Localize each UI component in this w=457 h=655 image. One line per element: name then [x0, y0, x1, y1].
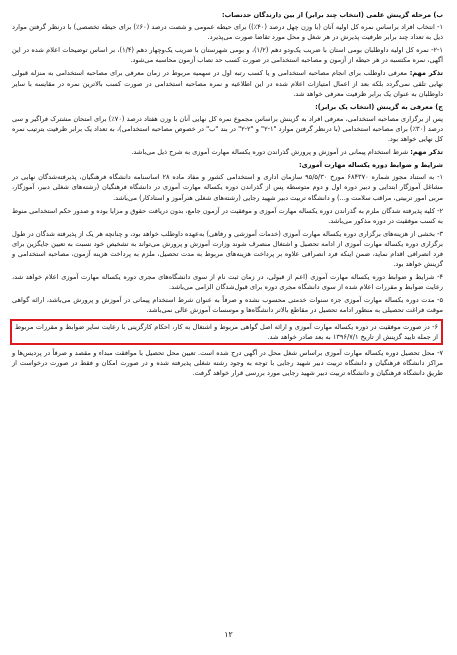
paragraph-b-2-1: ۲-۱- نمره کل اولیه داوطلبان بومی استان با ضریب یک‌ودو دهم (۱/۲)، و بومی شهرستان با ضریب یک‌وچهار دهم (۱/۴)، بر اساس توضیحات اعلام شده در این آگهی، نمره مکتسبه در هر حیطه از آزمون و مصاحبه استخدامی در صورت کسب حد نصاب آزمون محاسبه می‌شود.	[12, 46, 443, 65]
note-text: معرفی داوطلب برای انجام مصاحبه استخدامی و یا کسب رتبه اول در سهمیه مربوط در زمان معرفی برای مصاحبه استخدامی به منزله قبولی نهایی تلقی نمی‌گردد بلکه بعد از اعمال امتیازات اعلام شده در این اطلاعیه و نمره مصاحبه استخدامی در صورت کسب بالاترین نمره در مقایسه با سایر داوطلبان به عنوان یک برابر ظرفیت معرفی خواهد شد.	[12, 69, 443, 98]
important-note-2	[12, 147, 443, 157]
note-label: تذکر مهم:	[409, 69, 443, 78]
condition-item-5: ۵- مدت دوره یکساله مهارت آموزی جزء سنوات خدمتی محسوب نشده و صرفاً به عنوان شرط استخدام پیمانی در آموزش و پرورش می‌باشد، ارائه گواهی موقت فراغت تحصیلی به منظور ادامه تحصیل در مقاطع بالاتر دانشگاه‌ها و موسسات آموزش عالی نمی‌باشد.	[12, 296, 443, 315]
condition-item-4: ۴- شرایط و ضوابط دوره یکساله مهارت آموزی (اعم از قبولی، در زمان ثبت نام از سوی دانشگاه‌های مجری دوره یکساله مهارت آموزی اعلام خواهد شد، رعایت ضوابط و مقررات اعلام شده از سوی دانشگاه مجری دوره برای قبول‌شدگان الزامی می‌باشد.	[12, 273, 443, 292]
important-note-1	[12, 68, 443, 98]
highlighted-condition-box	[10, 319, 443, 345]
condition-item-1: ۱- به استناد مجوز شماره ۶۸۴۳۷۰ مورخ ۹۵/۵/۳۰ سازمان اداری و استخدامی کشور و مفاد ماده ۲۸ اساسنامه دانشگاه فرهنگیان، پذیرفته‌شدگان نهایی در مشاغل آموزگار ابتدایی و دبیر دوره اول و دوم متوسطه پس از گذراندن دوره یکساله مهارت آموزی در دانشگاه فرهنگیان (رشته‌های شغلی دبیر، آموزگار، مربی امور تربیتی، مراقب سلامت و...) و دانشگاه تربیت دبیر شهید رجایی (رشته‌های شغلی هنرآموز و استادکار) می‌باشد.	[12, 173, 443, 202]
paragraph-b-1: ۱- انتخاب افراد براساس نمره کل اولیه آنان (با وزن چهل درصد (۴۰٪)) برای حیطه عمومی و شصت درصد (۶۰٪) برای حیطه تخصصی) با درنظر گرفتن موارد ذیل به تعداد چند برابر ظرفیت پذیرش در هر شغل و محل مورد تقاضا صورت می‌پذیرد.	[12, 23, 444, 42]
section-heading-b: ب) مرحله گزینش علمی (انتخاب چند برابر) از بین دارندگان حدنصاب:	[221, 11, 443, 19]
note-label: تذکر مهم:	[410, 148, 443, 157]
condition-item-3: ۳- بخشی از هزینه‌های برگزاری دوره یکساله مهارت آموزی (خدمات آموزشی و رفاهی) به‌عهده داوطلب خواهد بود، و چنانچه هر یک از پذیرفته شدگان در طول برگزاری دوره یکساله مهارت آموزی از ادامه تحصیل و اشتغال منصرف شوند وزارت آموزش و پرورش می‌تواند به تشخیص خود نسبت به تعیین جایگزین برای فرد انصرافی اقدام نماید، ضمن اینکه فرد انصرافی علاوه بر پرداخت هزینه‌های مربوط به مدت تحصیل، ملزم به پرداخت هزینه آزمون، مصاحبه استخدامی و گزینش خواهد بود.	[12, 229, 443, 269]
condition-item-7: ۷- محل تحصیل دوره یکساله مهارت آموزی براساس شغل محل در آگهی درج شده است. تعیین محل تحصیل با موافقت مبداء و مقصد و صرفاً در پردیس‌ها و مراکز دانشگاه فرهنگیان و دانشگاه تربیت دبیر شهید رجایی با توجه به وجود رشته شغلی پذیرفته شده و در صورت امکان و فقط در صورت درخواست از طریق دانشگاه فرهنگیان و دانشگاه تربیت دبیر شهید رجایی مورد بررسی قرار خواهد گرفت.	[12, 348, 443, 377]
page-number: ۱۲	[224, 630, 233, 639]
note-text: شرط استخدام پیمانی در آموزش و پرورش گذراندن دوره یکساله مهارت آموزی به شرح ذیل می‌باشد.	[131, 148, 409, 157]
condition-item-6: ۶- در صورت موفقیت در دوره یکساله مهارت آموزی و ارائه اصل گواهی مربوط و اشتغال به کار، احکام کارگزینی با رعایت سایر ضوابط و مقررات مربوط از جمله تایید گزینش از تاریخ ۱۳۹۶/۷/۱ به بعد صادر خواهد شد.	[15, 322, 438, 341]
paragraph-c: پس از برگزاری مصاحبه استخدامی، معرفی افراد به گزینش براساس مجموع نمره کل نهایی آنان با وزن هفتاد درصد (۷۰٪) برای امتحان مشترک فراگیر و سی درصد (۳۰٪) برای مصاحبه استخدامی (با درنظر گرفتن موارد "۱-۲" و "۲-۲" در بند "ب" در خصوص مصاحبه استخدامی)، به تعداد یک برابر ظرفیت بترتیب نمره کل نهایی خواهد بود.	[12, 114, 444, 144]
section-heading-conditions: شرایط و ضوابط دوره یکساله مهارت آموزی:	[299, 161, 443, 170]
condition-item-2: ۲- کلیه پذیرفته شدگان ملزم به گذراندن دوره یکساله مهارت آموزی و موفقیت در آزمون جامع، بدون دریافت حقوق و مزایا بوده و صدور حکم استخدامی منوط به کسب موفقیت در دوره مذکور می‌باشد.	[12, 206, 443, 225]
section-heading-c: ج) معرفی به گزینش (انتخاب یک برابر):	[315, 102, 443, 111]
